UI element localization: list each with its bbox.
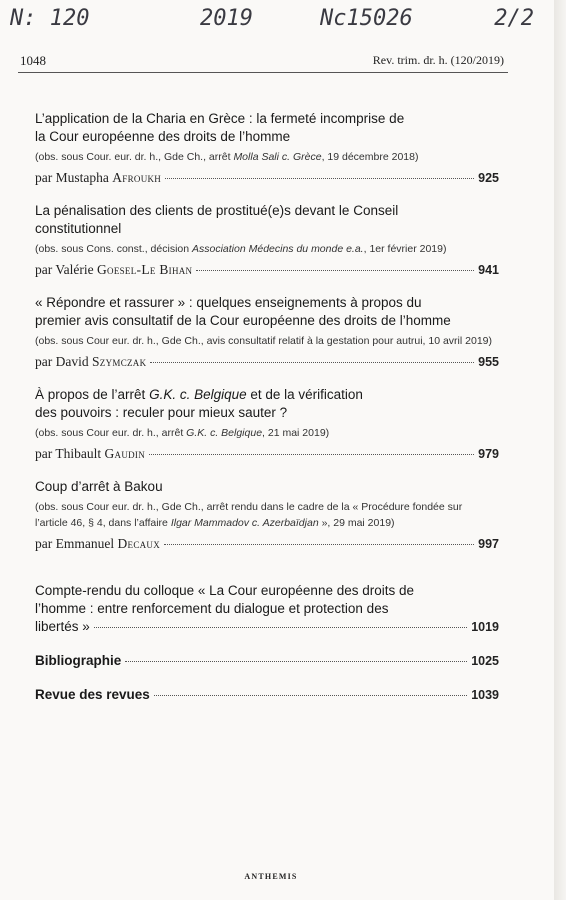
handwritten-annotation — [10, 2, 534, 38]
dot-leader — [150, 362, 474, 363]
entry-title-line: À propos de l’arrêt — [35, 387, 150, 402]
obs-case-name: Association Médecins du monde e.a. — [192, 243, 364, 255]
section-leader-line — [35, 652, 499, 670]
obs-text: , 21 mai 2019) — [262, 427, 330, 439]
toc-section — [35, 582, 499, 636]
page-ref: 941 — [478, 263, 499, 277]
table-of-contents — [35, 110, 499, 720]
toc-section — [35, 686, 499, 704]
dot-leader — [164, 544, 474, 545]
page-ref: 1039 — [471, 688, 499, 702]
obs-case-name: G.K. c. Belgique — [186, 427, 263, 439]
author-line — [35, 262, 499, 278]
author-line — [35, 536, 499, 552]
entry-title-line: L’application de la Charia en Grèce : la fermeté incomprise de — [35, 111, 405, 126]
obs-text: (obs. sous Cour. eur. dr. h., Gde Ch., arrêt — [35, 151, 234, 163]
entry-observation — [35, 425, 499, 441]
section-title-line: Compte-rendu du colloque « La Cour européenne des droits de — [35, 583, 415, 598]
obs-case-name: Molla Sali c. Grèce — [233, 151, 322, 163]
page-number: 1048 — [20, 53, 46, 68]
dot-leader — [125, 661, 467, 662]
handwritten-number: N: 120 — [10, 6, 90, 31]
entry-title — [35, 294, 499, 330]
spacer — [35, 568, 499, 582]
entry-title — [35, 202, 499, 238]
author-line — [35, 170, 499, 186]
author: par Mustapha Afroukh — [35, 170, 162, 185]
author-surname: Afroukh — [112, 170, 162, 185]
entry-title — [35, 110, 499, 146]
entry-title-line: La pénalisation des clients de prostitué(e)s devant le Conseil — [35, 203, 399, 218]
obs-text: (obs. sous Cour eur. dr. h., arrêt — [35, 427, 187, 439]
section-leader-line — [35, 686, 499, 704]
obs-text: , 1er février 2019) — [363, 243, 447, 255]
entry-observation — [35, 333, 499, 349]
entry-title-line: des pouvoirs : reculer pour mieux sauter ? — [35, 405, 288, 420]
entry-title-line: Coup d’arrêt à Bakou — [35, 479, 163, 494]
obs-text: l’article 46, § 4, dans l’affaire — [35, 517, 171, 529]
obs-text: », 29 mai 2019) — [318, 517, 395, 529]
journal-reference: Rev. trim. dr. h. (120/2019) — [372, 53, 504, 67]
author-surname: Gaudin — [104, 446, 146, 461]
entry-observation — [35, 149, 499, 165]
handwritten-part: 2/2 — [494, 6, 534, 31]
author: par Emmanuel Decaux — [35, 536, 161, 551]
section-title-line: libertés » — [35, 619, 90, 634]
section-leader-line — [35, 618, 499, 636]
toc-section — [35, 652, 499, 670]
toc-entry — [35, 110, 499, 186]
entry-title-case: G.K. c. Belgique — [149, 387, 247, 402]
section-title-bibliographie: Bibliographie — [35, 653, 122, 668]
page-ref: 979 — [478, 447, 499, 461]
author-line — [35, 354, 499, 370]
dot-leader — [149, 454, 474, 455]
author-surname: Goesel-Le Bihan — [96, 262, 193, 277]
obs-text: (obs. sous Cour eur. dr. h., Gde Ch., avis consultatif relatif à la gestation pour autrui, 10 avril 2019) — [35, 335, 492, 347]
page-edge — [554, 0, 566, 900]
handwritten-year: 2019 — [200, 6, 253, 31]
section-title — [35, 582, 499, 618]
obs-text: , 19 décembre 2018) — [321, 151, 419, 163]
author-line — [35, 446, 499, 462]
section-title-revue-des-revues: Revue des revues — [35, 687, 150, 702]
entry-observation — [35, 241, 499, 257]
toc-entry — [35, 478, 499, 552]
author-surname: Szymczak — [91, 354, 147, 369]
entry-title-line: premier avis consultatif de la Cour européenne des droits de l’homme — [35, 313, 451, 328]
author: par Thibault Gaudin — [35, 446, 146, 461]
entry-observation — [35, 499, 499, 531]
entry-title-line: la Cour européenne des droits de l’homme — [35, 129, 291, 144]
obs-text: (obs. sous Cons. const., décision — [35, 243, 192, 255]
page-ref: 955 — [478, 355, 499, 369]
toc-entry — [35, 202, 499, 278]
dot-leader — [165, 178, 474, 179]
page-ref: 997 — [478, 537, 499, 551]
entry-title — [35, 478, 499, 496]
handwritten-reference: Nc15026 — [320, 6, 413, 31]
publisher-footer: ANTHEMIS — [244, 872, 298, 881]
toc-entry — [35, 386, 499, 462]
author: par Valérie Goesel-Le Bihan — [35, 262, 193, 277]
dot-leader — [94, 627, 467, 628]
page-ref: 1025 — [471, 654, 499, 668]
author: par David Szymczak — [35, 354, 147, 369]
dot-leader — [196, 270, 474, 271]
toc-entry — [35, 294, 499, 370]
section-title-line: l’homme : entre renforcement du dialogue et protection des — [35, 601, 389, 616]
entry-title-line: « Répondre et rassurer » : quelques enseignements à propos du — [35, 295, 422, 310]
author-surname: Decaux — [117, 536, 161, 551]
entry-title-line: et de la vérification — [246, 387, 363, 402]
obs-text: (obs. sous Cour eur. dr. h., Gde Ch., arrêt rendu dans le cadre de la « Procédure fondée sur — [35, 501, 463, 513]
entry-title-line: constitutionnel — [35, 221, 122, 236]
obs-case-name: Ilgar Mammadov c. Azerbaïdjan — [170, 517, 319, 529]
page-ref: 925 — [478, 171, 499, 185]
page-ref: 1019 — [471, 620, 499, 634]
dot-leader — [154, 695, 467, 696]
header-rule — [18, 72, 508, 73]
entry-title — [35, 386, 499, 422]
